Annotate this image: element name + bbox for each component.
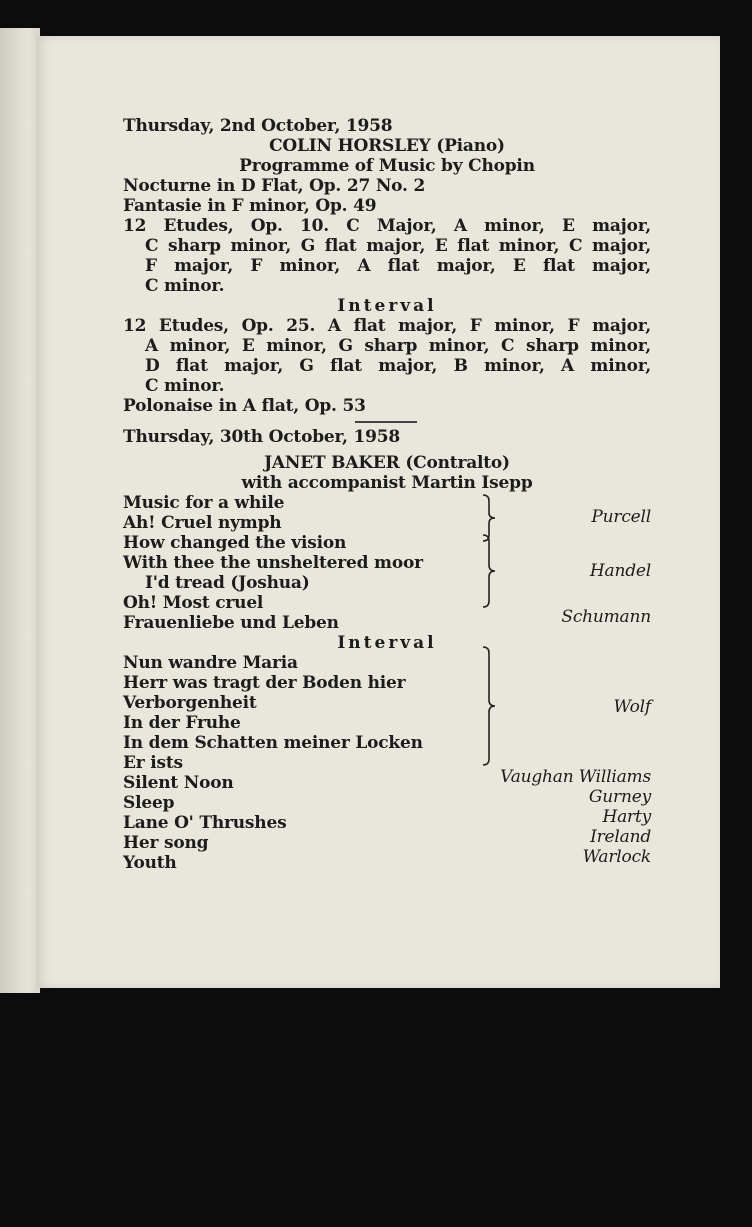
song-title: With thee the unsheltered moor (123, 552, 423, 573)
etudes-op10-line: F major, F minor, A flat major, E flat major, (145, 256, 651, 276)
song-title: Herr was tragt der Boden hier (123, 672, 406, 693)
song-title: I'd tread (Joshua) (145, 572, 310, 593)
song-title: In der Fruhe (123, 712, 241, 733)
etudes-op25-line: 12 Etudes, Op. 25. A flat major, F minor, F major, (123, 316, 651, 336)
composer-vaughan-williams: Vaughan Williams (500, 766, 651, 787)
programme-content (123, 116, 651, 873)
concert-1 (123, 116, 651, 416)
song-title: Lane O' Thrushes (123, 812, 287, 833)
song-title: Sleep (123, 792, 175, 813)
etudes-op25-line: C minor. (145, 376, 225, 396)
concert-1-date: Thursday, 2nd October, 1958 (123, 116, 393, 136)
programme-item: Fantasie in F minor, Op. 49 (123, 196, 377, 216)
composer-warlock: Warlock (582, 846, 651, 867)
programme-page (36, 36, 720, 988)
etudes-op25-line: A minor, E minor, G sharp minor, C sharp minor, (145, 336, 651, 356)
song-title: Silent Noon (123, 772, 234, 793)
song-title: Music for a while (123, 492, 285, 513)
song-title: How changed the vision (123, 532, 347, 553)
etudes-op10-line: 12 Etudes, Op. 10. C Major, A minor, E major, (123, 216, 651, 236)
composer-harty: Harty (602, 806, 651, 827)
composer-ireland: Ireland (590, 826, 651, 847)
etudes-op25-line: D flat major, G flat major, B minor, A minor, (145, 356, 651, 376)
concert-2 (123, 427, 651, 873)
interval-label: Interval (337, 296, 437, 316)
song-title: Ah! Cruel nymph (123, 512, 282, 533)
etudes-op10-line: C sharp minor, G flat major, E flat minor, C major, (145, 236, 651, 256)
programme-item: Nocturne in D Flat, Op. 27 No. 2 (123, 176, 426, 196)
composer-gurney: Gurney (588, 786, 651, 807)
song-title: In dem Schatten meiner Locken (123, 732, 423, 753)
section-divider (355, 421, 417, 423)
etudes-op10-line: C minor. (145, 276, 225, 296)
composer-wolf: Wolf (613, 696, 651, 717)
song-title: Nun wandre Maria (123, 652, 298, 673)
concert-2-subtitle: with accompanist Martin Isepp (241, 472, 533, 493)
composer-handel: Handel (589, 560, 651, 581)
facing-page-edge (0, 28, 40, 993)
song-title: Her song (123, 832, 209, 853)
song-title: Youth (123, 852, 177, 873)
concert-2-date: Thursday, 30th October, 1958 (123, 426, 401, 447)
song-title: Er ists (123, 752, 183, 773)
concert-1-subtitle: Programme of Music by Chopin (239, 156, 535, 176)
composer-purcell: Purcell (591, 506, 651, 527)
concert-2-performer: JANET BAKER (Contralto) (264, 452, 510, 473)
song-title: Oh! Most cruel (123, 592, 264, 613)
concert-1-performer: COLIN HORSLEY (Piano) (269, 136, 505, 156)
programme-item: Polonaise in A flat, Op. 53 (123, 396, 366, 416)
song-title: Frauenliebe und Leben (123, 612, 339, 633)
song-title: Verborgenheit (123, 692, 257, 713)
interval-label: Interval (337, 632, 437, 653)
composer-schumann: Schumann (561, 606, 651, 627)
